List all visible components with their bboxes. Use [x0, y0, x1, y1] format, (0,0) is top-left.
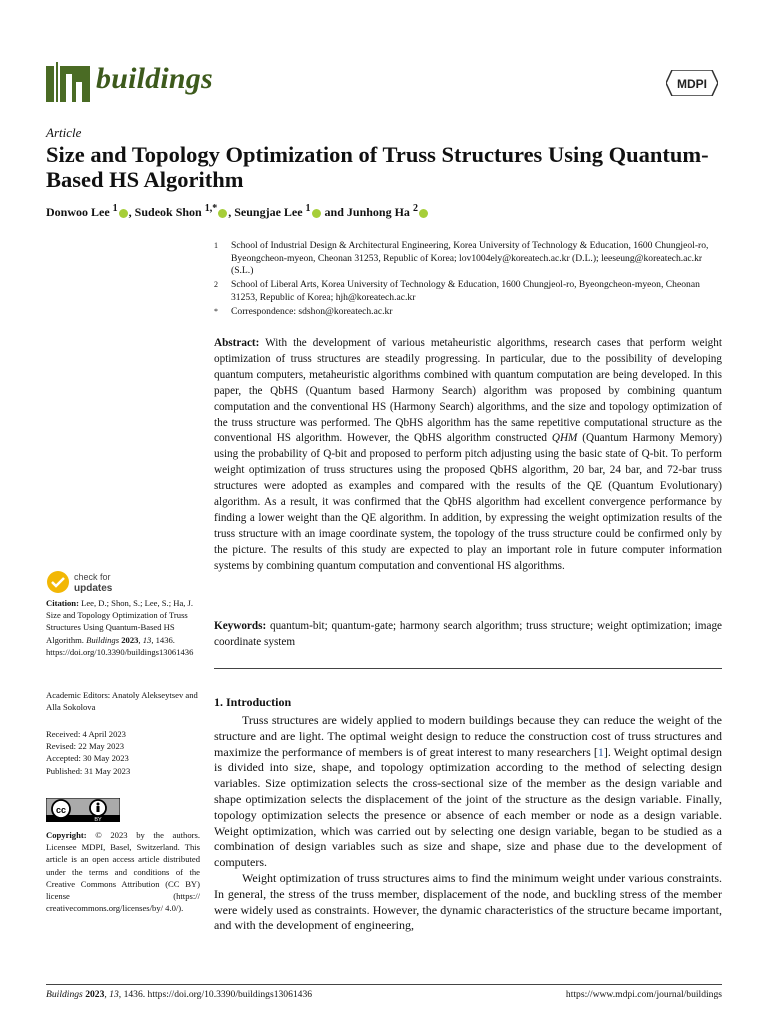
- footer-journal-url[interactable]: https://www.mdpi.com/journal/buildings: [565, 989, 722, 1000]
- cc-by-label: BY: [94, 817, 102, 822]
- article-type: Article: [46, 125, 82, 140]
- citation: Citation: Lee, D.; Shon, S.; Lee, S.; Ha, J. Size and Topology Optimization of Truss Structures Using Quantum-Based HS Algorithm. Buildings 2023, 13, 1436. https://doi.org/10.3390/buildings13061436: [46, 598, 194, 657]
- check-updates-line2: updates: [74, 583, 113, 594]
- abstract: [214, 336, 722, 575]
- cc-by-license-icon[interactable]: [46, 798, 120, 822]
- article-dates: Received: 4 April 2023 Revised: 22 May 2023 Accepted: 30 May 2023 Published: 31 May 2023: [46, 729, 131, 776]
- keywords-label: Keywords:: [214, 620, 267, 632]
- journal-name[interactable]: buildings: [96, 62, 213, 95]
- author-1[interactable]: Donwoo Lee $^1$: [46, 205, 129, 219]
- copyright: Copyright: © 2023 by the authors. Licensee MDPI, Basel, Switzerland. This article is an open access article distributed under the terms and conditions of the Creative Commons Attribution (CC BY) license (https:// creativecommons.org/licenses/by/ 4.0/).: [46, 830, 200, 914]
- keywords-text: quantum-bit; quantum-gate; harmony search algorithm; truss structure; weight optimization; image coordinate system: [214, 620, 722, 648]
- intro-body: [214, 713, 722, 934]
- affiliation-2: 2 School of Liberal Arts, Korea University of Technology & Education, 1600 Chungjeol-ro, Byeongcheon-myeon, Cheonan 31253, Republic of Korea; hjh@koreatech.ac.kr: [214, 279, 700, 303]
- svg-text:cc: cc: [55, 805, 67, 815]
- journal-logo-icon: [46, 60, 90, 102]
- keywords: [214, 619, 722, 651]
- abstract-label: Abstract:: [214, 337, 260, 349]
- check-for-updates-button[interactable]: [46, 570, 156, 594]
- correspondence: * Correspondence: sdshon@koreatech.ac.kr: [214, 305, 393, 317]
- affiliation-1: 1 School of Industrial Design & Architectural Engineering, Korea University of Technology & Education, 1600 Chungjeol-ro, Byeongcheon-myeon, Cheonan 31253, Republic of Korea; lov1004ely@koreatech.ac.kr (D.L.); leeseung@koreatech.ac.kr (S.L.): [214, 240, 709, 277]
- academic-editors: Academic Editors: Anatoly Alekseytsev and Alla Sokolova: [46, 690, 198, 713]
- intro-paragraph-2: Weight optimization of truss structures aims to find the minimum weight under various constraints. In general, the stress of the truss member, displacement of the node, and buckling stress of the member were widely used as constraints. However, the dynamic characteristics of the structure became important, and with the development of engineering,: [214, 870, 722, 933]
- reference-link[interactable]: 1: [597, 744, 604, 759]
- article-title: Size and Topology Optimization of Truss Structures Using Quantum-Based HS Algorithm: [46, 142, 709, 192]
- author-2[interactable]: Sudeok Shon $^{1,*}$: [135, 205, 229, 219]
- orcid-icon[interactable]: [312, 209, 321, 218]
- orcid-icon[interactable]: [119, 209, 128, 218]
- section-divider: [214, 668, 722, 669]
- section-heading: 1. Introduction: [214, 695, 292, 709]
- mdpi-logo-text: MDPI: [677, 77, 707, 91]
- check-updates-line1: check for: [74, 572, 111, 582]
- mdpi-logo-icon[interactable]: [666, 70, 718, 96]
- footer-divider: [46, 984, 722, 985]
- intro-paragraph-1: Truss structures are widely applied to modern buildings because they can reduce the weight of the structure and are light. The optimal weight design to reduce the construction cost of truss structures and maximize the performance of members is of great interest to many researchers [1]. Weight optimal design is divided into size, shape, and topology optimization according to the method of selecting design variables. Size optimization selects the cross-sectional size of the member as the design variable and shape optimization selects the displacement of the joint of the structure as the design variable. Finally, topology optimization selects the presence or absence of each member or node as a design variable. Weight optimization, which was carried out by selecting one design variable, began to be studied as a combination of design variables such as size and shape, size and phase due to the development of computers.: [214, 713, 722, 870]
- author-3[interactable]: Seungjae Lee $^1$: [234, 205, 321, 219]
- author-4[interactable]: Junhong Ha $^2$: [347, 205, 429, 219]
- footer-citation[interactable]: Buildings 2023, 13, 1436. https://doi.org/10.3390/buildings13061436: [46, 989, 313, 1000]
- orcid-icon[interactable]: [218, 209, 227, 218]
- affiliations: [214, 240, 724, 319]
- author-list: Donwoo Lee $^1$ , Sudeok Shon $^{1,*}$ , Seungjae Lee $^1$ and Junhong Ha $^2$: [46, 203, 429, 220]
- orcid-icon[interactable]: [419, 209, 428, 218]
- abstract-text: With the development of various metaheuristic algorithms, research cases that perform weight optimization of truss structures are steadily progressing. In particular, due to the possibility of developing quantum computers, metaheuristic algorithms combined with quantum computation are being developed. In this paper, the QbHS (Quantum based Harmony Search) algorithm was proposed by combining quantum computation and the conventional HS (Harmony Search) algorithms, and the size and topology optimization of the truss structure was performed. The QbHS algorithm has the same repetitive computational structure as the conventional HS algorithm. However, the QbHS algorithm constructed QHM (Quantum Harmony Memory) using the probability of Q-bit and proposed to perform pitch adjusting using the basic state of Q-bit. To perform weight optimization of truss structures using the proposed QbHS algorithm, 20 bar, 24 bar, and 72-bar truss structures were adopted as examples and compared with the results of the QE (Quantum Evolutionary) algorithm. As a result, it was confirmed that the QbHS algorithm had excellent convergence performance by finding a lower weight than the QE algorithm. In addition, by expressing the weight optimization results of the truss structure with an image coordinate system, the topology of the truss structure could be confirmed only by the picture. The results of this study are expected to play an important role in future computer information systems by combining quantum computation and conventional HS algorithms.: [214, 337, 722, 572]
